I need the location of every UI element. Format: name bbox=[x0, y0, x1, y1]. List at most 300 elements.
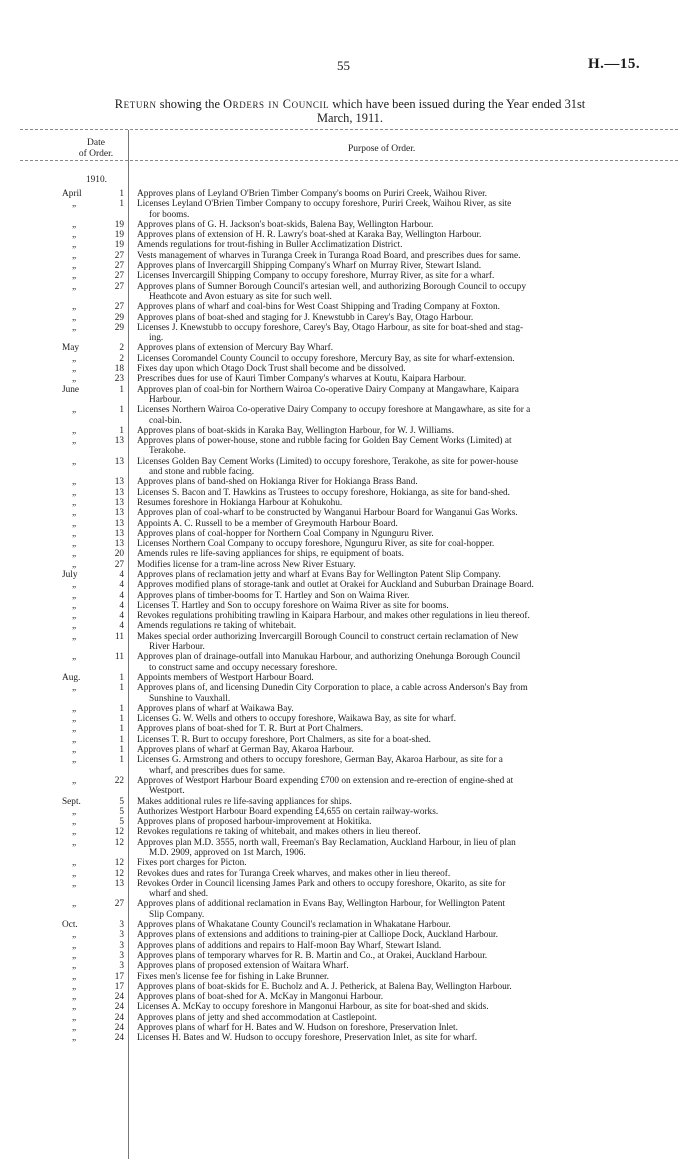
order-day: 1 bbox=[119, 199, 124, 210]
order-day: 4 bbox=[119, 611, 124, 622]
order-day: 27 bbox=[114, 250, 124, 261]
order-month: „ bbox=[72, 353, 77, 364]
order-day: 3 bbox=[119, 940, 124, 951]
order-day: 27 bbox=[114, 271, 124, 282]
order-purpose-text: Licenses Golden Bay Cement Works (Limited) to occupy foreshore, Terakohe, as site for power-house bbox=[137, 456, 518, 467]
order-entry bbox=[0, 508, 700, 518]
order-purpose bbox=[137, 930, 637, 940]
order-day: 1 bbox=[119, 724, 124, 735]
order-entry bbox=[0, 683, 700, 704]
column-header-date-line2: of Order. bbox=[78, 148, 114, 159]
order-month: „ bbox=[72, 477, 77, 488]
order-day: 18 bbox=[114, 364, 124, 375]
order-month: „ bbox=[72, 281, 77, 292]
order-day: 1 bbox=[119, 745, 124, 756]
order-month: „ bbox=[72, 271, 77, 282]
order-entry bbox=[0, 529, 700, 539]
order-purpose bbox=[137, 374, 637, 384]
order-entry bbox=[0, 838, 700, 859]
order-entry bbox=[0, 230, 700, 240]
order-purpose-continuation: Westport. bbox=[149, 786, 185, 797]
order-purpose bbox=[137, 385, 637, 406]
title-return: Return bbox=[114, 97, 157, 111]
order-entry bbox=[0, 426, 700, 436]
order-day: 1 bbox=[119, 703, 124, 714]
order-month: „ bbox=[72, 374, 77, 385]
order-purpose-continuation: Sunshine to Vauxhall. bbox=[149, 693, 231, 704]
order-entry bbox=[0, 374, 700, 384]
order-entry bbox=[0, 1033, 700, 1043]
order-day: 24 bbox=[114, 1033, 124, 1044]
order-purpose bbox=[137, 869, 637, 879]
order-entry bbox=[0, 972, 700, 982]
order-purpose-continuation: for booms. bbox=[149, 209, 190, 220]
order-purpose bbox=[137, 251, 637, 261]
order-day: 24 bbox=[114, 1002, 124, 1013]
order-day: 13 bbox=[114, 456, 124, 467]
order-purpose-continuation: River Harbour. bbox=[149, 642, 205, 653]
order-purpose bbox=[137, 323, 637, 344]
order-day: 17 bbox=[114, 981, 124, 992]
order-entry bbox=[0, 652, 700, 673]
order-month: „ bbox=[72, 436, 77, 447]
order-month: July bbox=[62, 569, 78, 580]
order-purpose bbox=[137, 560, 637, 570]
orders-list bbox=[0, 175, 700, 1044]
order-purpose-text: Amends regulations re taking of whitebait. bbox=[137, 621, 297, 632]
order-purpose-text: Amends regulations for trout-fishing in Buller Acclimatization District. bbox=[137, 240, 403, 251]
order-entry bbox=[0, 498, 700, 508]
order-purpose bbox=[137, 457, 637, 478]
order-day: 3 bbox=[119, 950, 124, 961]
order-purpose-continuation: coal-bin. bbox=[149, 415, 182, 426]
order-day: 24 bbox=[114, 1012, 124, 1023]
column-header-date-line1: Date bbox=[87, 138, 105, 148]
order-month: „ bbox=[72, 600, 77, 611]
order-entry bbox=[0, 302, 700, 312]
order-month: „ bbox=[72, 230, 77, 241]
order-purpose bbox=[137, 354, 637, 364]
order-entry bbox=[0, 797, 700, 807]
order-purpose-text: Approves plans of wharf at German Bay, Akaroa Harbour. bbox=[137, 745, 354, 756]
order-entry bbox=[0, 951, 700, 961]
order-day: 1 bbox=[119, 672, 124, 683]
order-month: „ bbox=[72, 1023, 77, 1034]
order-month: Aug. bbox=[62, 672, 81, 683]
order-month: „ bbox=[72, 611, 77, 622]
page-number: 55 bbox=[337, 58, 350, 73]
order-month: „ bbox=[72, 518, 77, 529]
order-purpose-text: Licenses T. R. Burt to occupy foreshore, Port Chalmers, as site for a boat-shed. bbox=[137, 734, 431, 745]
order-month: Oct. bbox=[62, 920, 78, 931]
order-purpose bbox=[137, 838, 637, 859]
order-purpose bbox=[137, 776, 637, 797]
order-month: „ bbox=[72, 745, 77, 756]
order-purpose-continuation: to construct same and occupy necessary foreshore. bbox=[149, 662, 338, 673]
order-entry bbox=[0, 724, 700, 734]
order-entry bbox=[0, 992, 700, 1002]
order-month: „ bbox=[72, 652, 77, 663]
order-purpose bbox=[137, 199, 637, 220]
order-month: „ bbox=[72, 559, 77, 570]
order-day: 13 bbox=[114, 878, 124, 889]
order-entry bbox=[0, 385, 700, 406]
order-purpose-text: Approves plans of extensions and additions to training-pier at Calliope Dock, Auckland Harbour. bbox=[137, 930, 498, 941]
order-purpose-text: Revokes dues and rates for Turanga Creek wharves, and makes other in lieu thereof. bbox=[137, 868, 451, 879]
order-entry bbox=[0, 240, 700, 250]
order-day: 24 bbox=[114, 992, 124, 1003]
order-entry bbox=[0, 941, 700, 951]
order-purpose-text: Approves plans of temporary wharves for R. B. Martin and Co., at Orakei, Auckland Harbour. bbox=[137, 950, 488, 961]
order-purpose-text: Approves plans of timber-booms for T. Hartley and Son on Waima River. bbox=[137, 590, 410, 601]
order-purpose bbox=[137, 961, 637, 971]
order-purpose-text: Approves plans of wharf and coal-bins for West Coast Shipping and Trading Company at Foxton. bbox=[137, 302, 500, 313]
order-purpose-text: Licenses H. Bates and W. Hudson to occupy foreshore, Preservation Inlet, as site for wharf. bbox=[137, 1033, 478, 1044]
order-purpose-text: Vests management of wharves in Turanga Creek in Turanga Road Board, and prescribes dues for same. bbox=[137, 250, 521, 261]
order-month: „ bbox=[72, 312, 77, 323]
order-purpose bbox=[137, 1013, 637, 1023]
order-purpose-text: Approves plans of Leyland O'Brien Timber Company's booms on Puriri Creek, Waihou River. bbox=[137, 189, 487, 199]
order-purpose-text: Licenses G. Armstrong and others to occupy foreshore, German Bay, Akaroa Harbour, as site for a bbox=[137, 755, 503, 766]
order-day: 3 bbox=[119, 961, 124, 972]
order-entry bbox=[0, 704, 700, 714]
order-purpose bbox=[137, 755, 637, 776]
order-purpose-text: Approves plans of jetty and shed accommodation at Castlepoint. bbox=[137, 1012, 377, 1023]
order-entry bbox=[0, 817, 700, 827]
order-entry bbox=[0, 282, 700, 303]
year-label: 1910. bbox=[86, 175, 107, 185]
order-purpose bbox=[137, 621, 637, 631]
order-entry bbox=[0, 199, 700, 220]
order-day: 1 bbox=[119, 425, 124, 436]
order-purpose bbox=[137, 313, 637, 323]
order-purpose bbox=[137, 827, 637, 837]
order-purpose-text: Licenses G. W. Wells and others to occupy foreshore, Waikawa Bay, as site for wharf. bbox=[137, 714, 456, 725]
order-month: „ bbox=[72, 497, 77, 508]
order-day: 4 bbox=[119, 580, 124, 591]
order-purpose bbox=[137, 972, 637, 982]
order-purpose bbox=[137, 601, 637, 611]
header-top-rule bbox=[20, 129, 678, 130]
order-day: 19 bbox=[114, 240, 124, 251]
order-purpose-text: Approves plan of coal-bin for Northern Wairoa Co-operative Dairy Company at Mangawhare, Kaipara bbox=[137, 384, 519, 395]
order-purpose bbox=[137, 1023, 637, 1033]
order-day: 1 bbox=[119, 189, 124, 199]
order-purpose-text: Approves plans of reclamation jetty and wharf at Evans Bay for Wellington Patent Slip Company. bbox=[137, 569, 501, 580]
order-entry bbox=[0, 1023, 700, 1033]
order-day: 27 bbox=[114, 302, 124, 313]
order-purpose-text: Fixes men's license fee for fishing in Lake Brunner. bbox=[137, 971, 329, 982]
order-entry bbox=[0, 776, 700, 797]
order-purpose bbox=[137, 951, 637, 961]
order-purpose-text: Licenses T. Hartley and Son to occupy foreshore on Waima River as site for booms. bbox=[137, 600, 449, 611]
order-day: 24 bbox=[114, 1023, 124, 1034]
order-purpose-text: Approves plans of boat-shed for A. McKay in Mangonui Harbour. bbox=[137, 992, 384, 1003]
order-purpose-continuation: wharf, and prescribes dues for same. bbox=[149, 765, 286, 776]
order-purpose-text: Licenses Coromandel County Council to occupy foreshore, Mercury Bay, as site for wharf-extension. bbox=[137, 353, 515, 364]
order-entry bbox=[0, 807, 700, 817]
order-month: „ bbox=[72, 930, 77, 941]
order-purpose bbox=[137, 570, 637, 580]
order-day: 3 bbox=[119, 920, 124, 931]
order-purpose-text: Approves plans of wharf for H. Bates and W. Hudson on foreshore, Preservation Inlet. bbox=[137, 1023, 458, 1034]
document-title bbox=[40, 97, 660, 125]
order-month: „ bbox=[72, 240, 77, 251]
order-entry bbox=[0, 436, 700, 457]
order-entry bbox=[0, 755, 700, 776]
order-month: „ bbox=[72, 806, 77, 817]
header-bottom-rule bbox=[20, 160, 678, 161]
order-purpose bbox=[137, 591, 637, 601]
order-purpose-text: Appoints A. C. Russell to be a member of Greymouth Harbour Board. bbox=[137, 518, 398, 529]
order-day: 11 bbox=[115, 631, 124, 642]
order-day: 27 bbox=[114, 281, 124, 292]
order-purpose-text: Approves plans of boat-skids for E. Bucholz and A. J. Petherick, at Balena Bay, Wellington Harbour. bbox=[137, 981, 512, 992]
order-month: „ bbox=[72, 940, 77, 951]
order-entry bbox=[0, 714, 700, 724]
order-month: „ bbox=[72, 219, 77, 230]
order-entry bbox=[0, 343, 700, 353]
order-purpose bbox=[137, 498, 637, 508]
order-purpose-text: Amends rules re life-saving appliances for ships, re equipment of boats. bbox=[137, 549, 404, 560]
order-day: 13 bbox=[114, 528, 124, 539]
order-purpose-text: Approves plans of band-shed on Hokianga River for Hokianga Brass Band. bbox=[137, 477, 418, 488]
order-day: 1 bbox=[119, 683, 124, 694]
order-purpose-text: Approves plans of additional reclamation in Evans Bay, Wellington Harbour, for Wellington Patent bbox=[137, 899, 505, 910]
order-purpose bbox=[137, 580, 637, 590]
order-purpose-text: Approves plans of boat-shed for T. R. Burt at Port Chalmers. bbox=[137, 724, 364, 735]
order-purpose bbox=[137, 364, 637, 374]
order-purpose bbox=[137, 405, 637, 426]
order-purpose bbox=[137, 920, 637, 930]
order-purpose bbox=[137, 1033, 637, 1043]
order-entry bbox=[0, 549, 700, 559]
order-day: 17 bbox=[114, 971, 124, 982]
order-entry bbox=[0, 220, 700, 230]
order-day: 11 bbox=[115, 652, 124, 663]
order-entry bbox=[0, 189, 700, 199]
order-purpose bbox=[137, 632, 637, 653]
order-day: 13 bbox=[114, 518, 124, 529]
order-month: „ bbox=[72, 364, 77, 375]
order-entry bbox=[0, 1002, 700, 1012]
order-purpose-text: Makes special order authorizing Invercargill Borough Council to construct certain reclamation of New bbox=[137, 631, 519, 642]
order-month: „ bbox=[72, 971, 77, 982]
order-purpose-text: Licenses J. Knewstubb to occupy foreshore, Carey's Bay, Otago Harbour, as site for boat-shed and stag- bbox=[137, 322, 524, 333]
title-orders: Orders in Council bbox=[223, 97, 330, 111]
order-day: 3 bbox=[119, 930, 124, 941]
title-line-2: March, 1911. bbox=[317, 111, 383, 125]
order-purpose bbox=[137, 271, 637, 281]
order-month: „ bbox=[72, 683, 77, 694]
order-month: „ bbox=[72, 539, 77, 550]
order-month: „ bbox=[72, 724, 77, 735]
order-purpose bbox=[137, 817, 637, 827]
order-day: 29 bbox=[114, 312, 124, 323]
order-day: 12 bbox=[114, 837, 124, 848]
order-month: „ bbox=[72, 817, 77, 828]
order-entry bbox=[0, 858, 700, 868]
order-day: 12 bbox=[114, 858, 124, 869]
order-day: 27 bbox=[114, 899, 124, 910]
order-purpose-text: Approves plans of boat-skids in Karaka Bay, Wellington Harbour, for W. J. Williams. bbox=[137, 425, 454, 436]
order-month: „ bbox=[72, 703, 77, 714]
order-month: „ bbox=[72, 992, 77, 1003]
order-purpose-text: Approves plan M.D. 3555, north wall, Freeman's Bay Reclamation, Auckland Harbour, in lieu of plan bbox=[137, 837, 516, 848]
order-day: 4 bbox=[119, 621, 124, 632]
order-day: 12 bbox=[114, 868, 124, 879]
order-day: 2 bbox=[119, 343, 124, 354]
order-purpose-text: Appoints members of Westport Harbour Board. bbox=[137, 672, 314, 683]
order-purpose-text: Licenses S. Bacon and T. Hawkins as Trustees to occupy foreshore, Hokianga, as site for band-shed. bbox=[137, 487, 511, 498]
order-purpose-text: Fixes day upon which Otago Dock Trust shall become and be dissolved. bbox=[137, 364, 406, 375]
order-day: 22 bbox=[114, 775, 124, 786]
order-day: 19 bbox=[114, 219, 124, 230]
order-month: „ bbox=[72, 549, 77, 560]
order-month: „ bbox=[72, 827, 77, 838]
order-purpose bbox=[137, 519, 637, 529]
order-month: „ bbox=[72, 1012, 77, 1023]
order-purpose bbox=[137, 1002, 637, 1012]
order-day: 4 bbox=[119, 569, 124, 580]
order-month: „ bbox=[72, 631, 77, 642]
order-entry bbox=[0, 1013, 700, 1023]
order-month: April bbox=[62, 189, 82, 199]
title-mid-2: which have been issued during the Year ended 31st bbox=[329, 97, 586, 111]
order-month: „ bbox=[72, 950, 77, 961]
order-month: „ bbox=[72, 714, 77, 725]
order-purpose-text: Revokes Order in Council licensing James Park and others to occupy foreshore, Okarito, as site for bbox=[137, 878, 506, 889]
order-purpose bbox=[137, 858, 637, 868]
order-entry bbox=[0, 271, 700, 281]
order-entry bbox=[0, 580, 700, 590]
order-day: 1 bbox=[119, 755, 124, 766]
title-mid-1: showing the bbox=[156, 97, 224, 111]
order-month: „ bbox=[72, 837, 77, 848]
order-entry bbox=[0, 539, 700, 549]
order-month: June bbox=[62, 384, 80, 395]
order-purpose bbox=[137, 611, 637, 621]
order-month: „ bbox=[72, 425, 77, 436]
order-month: „ bbox=[72, 878, 77, 889]
order-month: „ bbox=[72, 899, 77, 910]
order-month: „ bbox=[72, 199, 77, 210]
order-purpose bbox=[137, 426, 637, 436]
order-purpose-continuation: Terakohe. bbox=[149, 446, 186, 457]
order-purpose-text: Revokes regulations prohibiting trawling in Kaipara Harbour, and makes other regulations in lieu thereof. bbox=[137, 611, 530, 622]
order-entry bbox=[0, 930, 700, 940]
order-entry bbox=[0, 899, 700, 920]
order-day: 13 bbox=[114, 497, 124, 508]
order-purpose bbox=[137, 735, 637, 745]
order-purpose bbox=[137, 477, 637, 487]
order-entry bbox=[0, 982, 700, 992]
order-day: 23 bbox=[114, 374, 124, 385]
order-entry bbox=[0, 313, 700, 323]
order-entry bbox=[0, 560, 700, 570]
order-purpose-text: Resumes foreshore in Hokianga Harbour at Kohukohu. bbox=[137, 497, 343, 508]
order-month: „ bbox=[72, 1033, 77, 1044]
order-purpose bbox=[137, 343, 637, 353]
order-month: „ bbox=[72, 405, 77, 416]
order-purpose-text: Prescribes dues for use of Kauri Timber Company's wharves at Koutu, Kaipara Harbour. bbox=[137, 374, 467, 385]
order-purpose-text: Licenses Leyland O'Brien Timber Company to occupy foreshore, Puriri Creek, Waihou River, as site bbox=[137, 199, 512, 210]
order-purpose bbox=[137, 529, 637, 539]
order-day: 27 bbox=[114, 261, 124, 272]
order-purpose bbox=[137, 282, 637, 303]
order-purpose bbox=[137, 673, 637, 683]
order-month: „ bbox=[72, 322, 77, 333]
order-purpose-text: Approves modified plans of storage-tank and outlet at Orakei for Auckland and Suburban Drainage Board. bbox=[137, 580, 534, 591]
order-month: „ bbox=[72, 1002, 77, 1013]
order-month: „ bbox=[72, 755, 77, 766]
order-entry bbox=[0, 251, 700, 261]
order-purpose bbox=[137, 240, 637, 250]
order-entry bbox=[0, 745, 700, 755]
order-entry bbox=[0, 261, 700, 271]
order-purpose-text: Approves plans of Sumner Borough Council's artesian well, and authorizing Borough Council to occupy bbox=[137, 281, 526, 292]
order-purpose-text: Approves plans of Whakatane County Council's reclamation in Whakatane Harbour. bbox=[137, 920, 451, 931]
order-purpose-continuation: Slip Company. bbox=[149, 909, 205, 920]
order-month: „ bbox=[72, 961, 77, 972]
order-day: 13 bbox=[114, 508, 124, 519]
order-purpose-text: Approves plan of coal-wharf to be constructed by Wanganui Harbour Board for Wanganui Gas Works. bbox=[137, 508, 518, 519]
order-entry bbox=[0, 323, 700, 344]
order-purpose bbox=[137, 745, 637, 755]
document-code: H.—15. bbox=[588, 56, 641, 72]
order-day: 1 bbox=[119, 734, 124, 745]
order-purpose-continuation: and stone and rubble facing. bbox=[149, 467, 255, 478]
column-header-purpose: Purpose of Order. bbox=[348, 144, 416, 154]
order-purpose bbox=[137, 899, 637, 920]
order-purpose bbox=[137, 941, 637, 951]
order-purpose-text: Approves plans of proposed harbour-improvement at Hokitika. bbox=[137, 817, 372, 828]
order-day: 1 bbox=[119, 405, 124, 416]
order-entry bbox=[0, 611, 700, 621]
order-day: 19 bbox=[114, 230, 124, 241]
order-purpose-text: Approves plans of Invercargill Shipping Company's Wharf on Murray River, Stewart Island. bbox=[137, 261, 482, 272]
order-purpose-text: Licenses Invercargill Shipping Company to occupy foreshore, Murray River, as site for a wharf. bbox=[137, 271, 495, 282]
order-day: 13 bbox=[114, 436, 124, 447]
order-month: „ bbox=[72, 487, 77, 498]
order-purpose bbox=[137, 714, 637, 724]
order-month: „ bbox=[72, 981, 77, 992]
order-day: 12 bbox=[114, 827, 124, 838]
order-purpose-text: Approves plans of boat-shed and staging for J. Knewstubb in Carey's Bay, Otago Harbour. bbox=[137, 312, 474, 323]
order-purpose-continuation: ing. bbox=[149, 333, 164, 344]
order-entry bbox=[0, 477, 700, 487]
order-entry bbox=[0, 632, 700, 653]
order-purpose-text: Approves plans of coal-hopper for Northern Coal Company in Ngunguru River. bbox=[137, 528, 434, 539]
order-purpose bbox=[137, 549, 637, 559]
order-purpose bbox=[137, 508, 637, 518]
order-month: „ bbox=[72, 580, 77, 591]
order-purpose-text: Revokes regulations re taking of whitebait, and makes others in lieu thereof. bbox=[137, 827, 421, 838]
order-purpose bbox=[137, 261, 637, 271]
order-entry bbox=[0, 354, 700, 364]
order-purpose-text: Approves plans of proposed extension of Waitara Wharf. bbox=[137, 961, 349, 972]
order-purpose-text: Fixes port charges for Picton. bbox=[137, 858, 247, 869]
order-month: Sept. bbox=[62, 796, 81, 807]
order-purpose bbox=[137, 652, 637, 673]
order-purpose bbox=[137, 230, 637, 240]
order-day: 13 bbox=[114, 487, 124, 498]
order-purpose-text: Makes additional rules re life-saving appliances for ships. bbox=[137, 796, 352, 807]
order-purpose-text: Licenses Northern Wairoa Co-operative Dairy Company to occupy foreshore at Mangawhare, as site for a bbox=[137, 405, 531, 416]
order-purpose-text: Approves plans of G. H. Jackson's boat-skids, Balena Bay, Wellington Harbour. bbox=[137, 219, 434, 230]
order-month: „ bbox=[72, 858, 77, 869]
order-month: „ bbox=[72, 528, 77, 539]
